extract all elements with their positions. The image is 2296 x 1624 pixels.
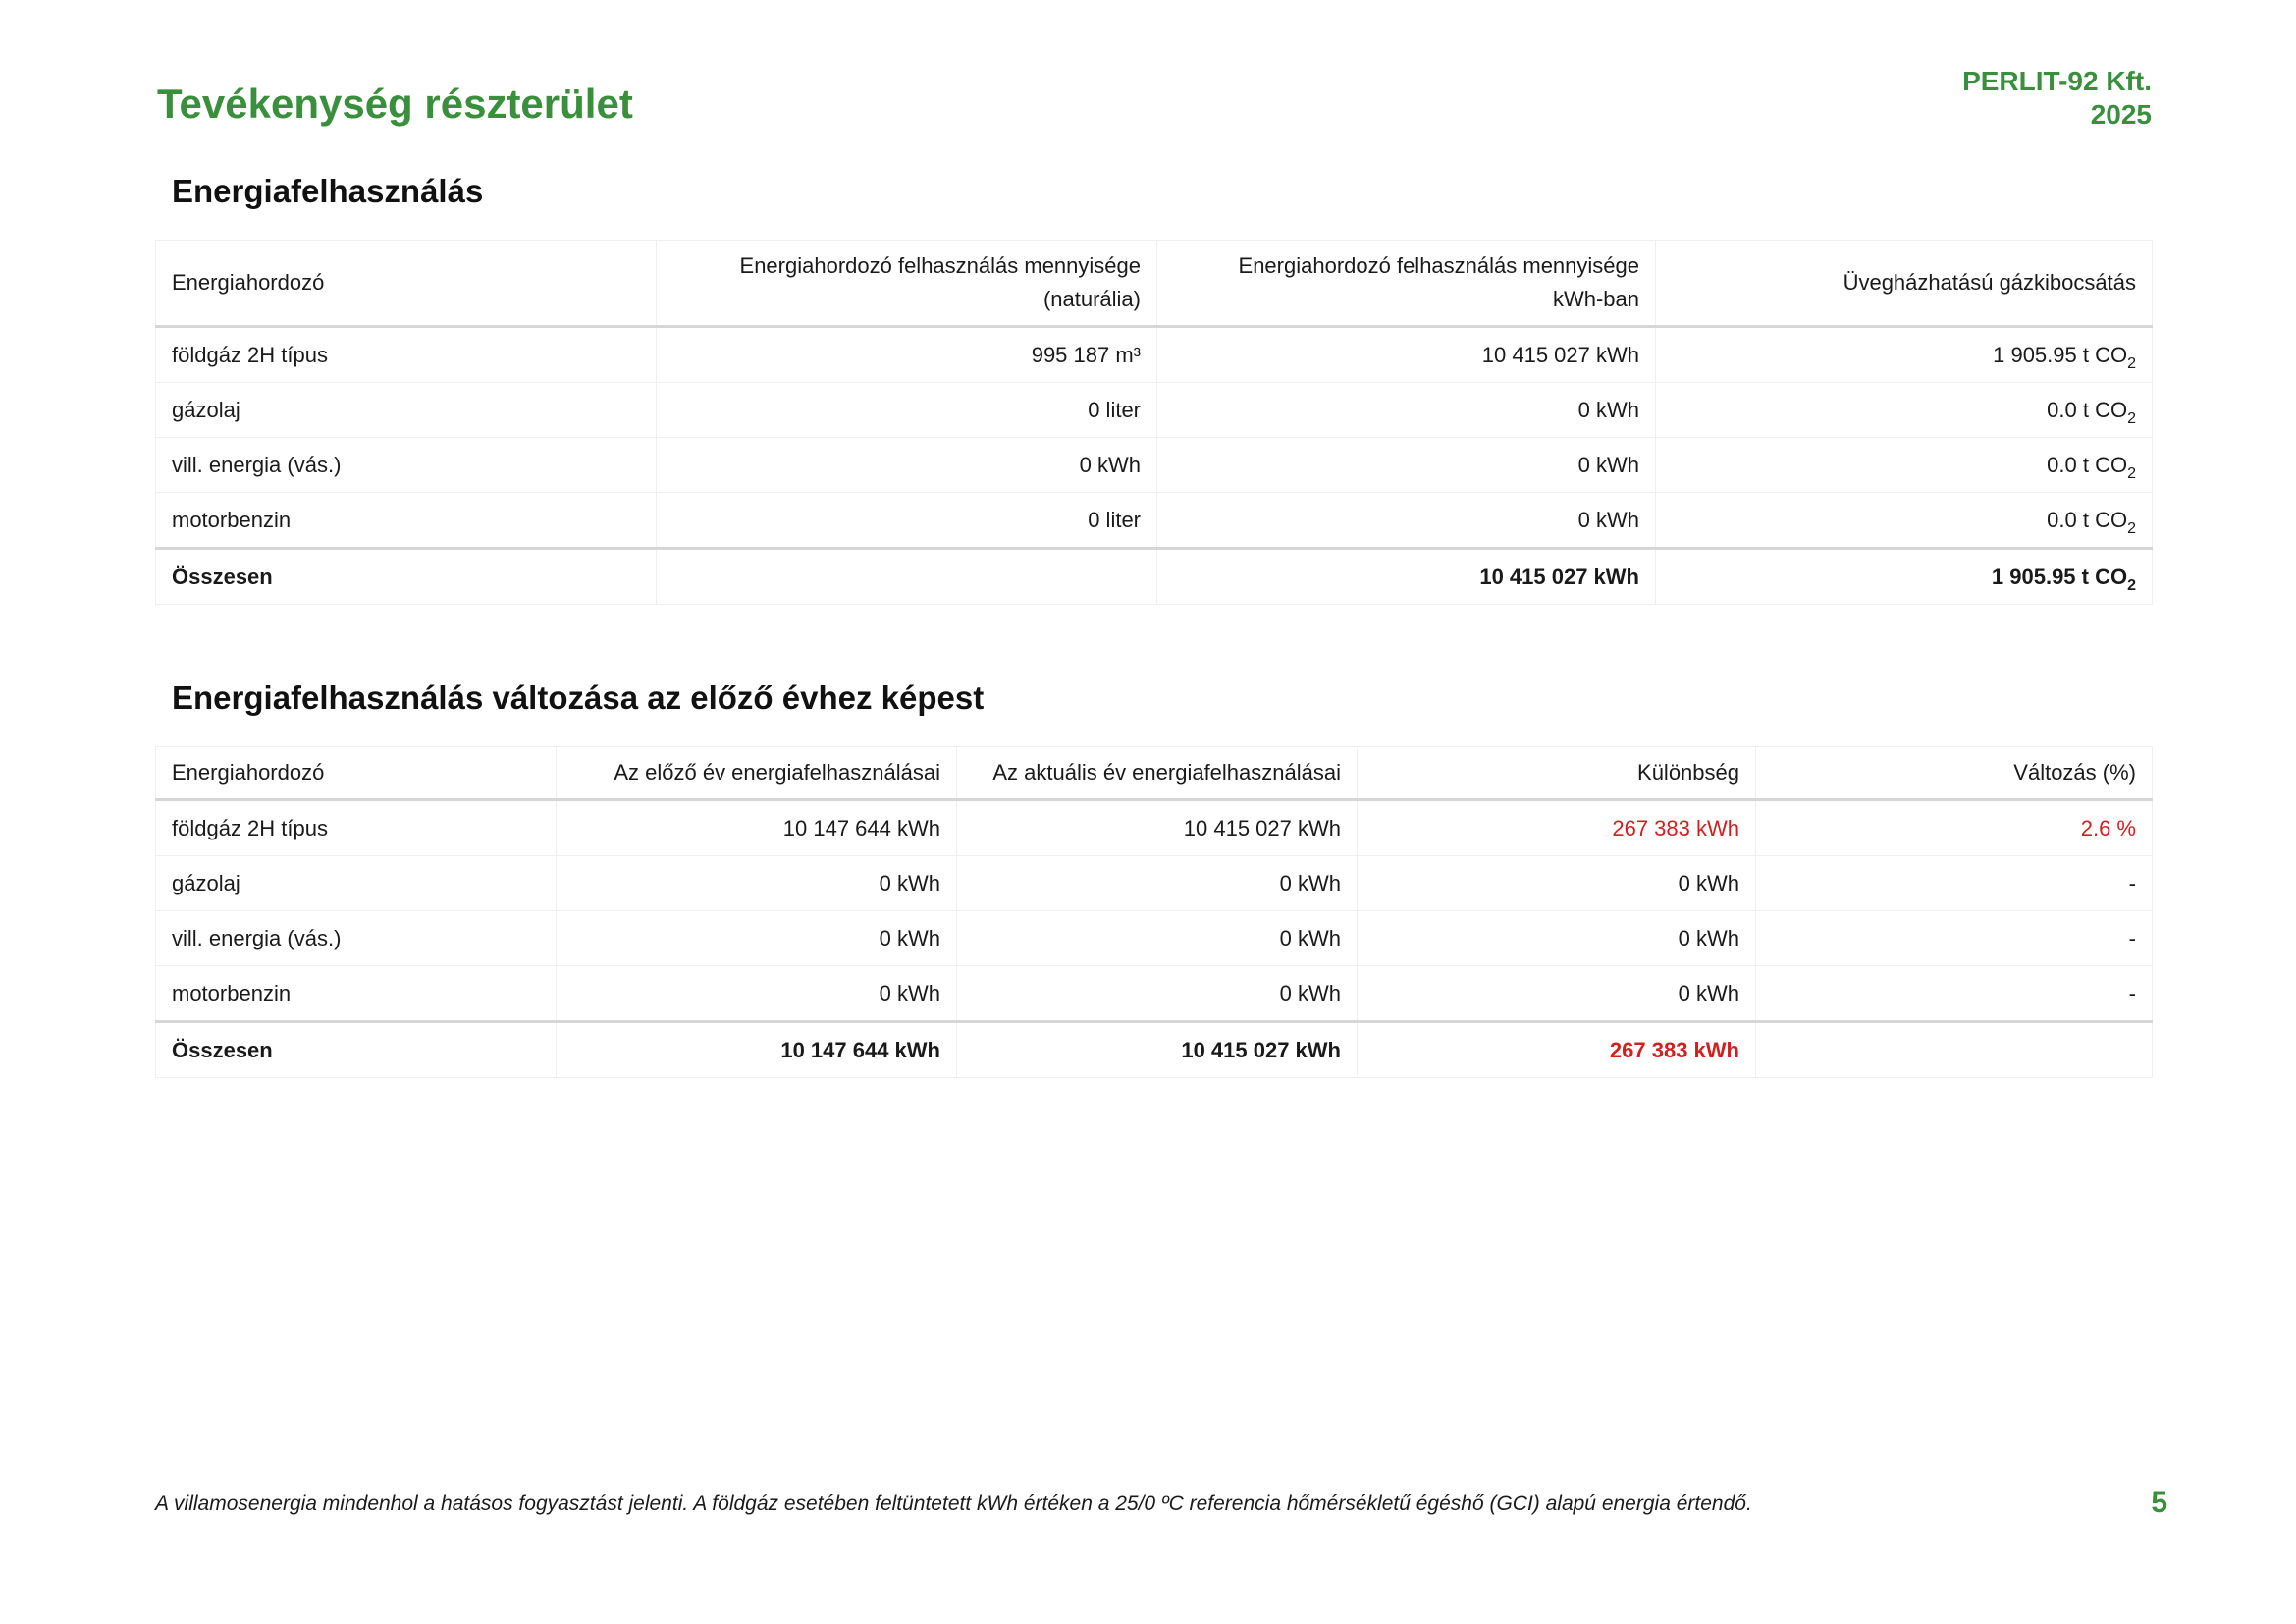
cell-ghg — [1656, 383, 2153, 438]
table-row — [156, 383, 2153, 438]
cell-change: - — [1756, 856, 2153, 911]
table-row — [156, 327, 2153, 383]
table-row — [156, 493, 2153, 549]
ghg-total-value: 1 905.95 t CO — [1991, 564, 2128, 589]
cell-difference: 0 kWh — [1358, 911, 1756, 966]
table-total-row — [156, 1022, 2153, 1078]
cell-total-previous: 10 147 644 kWh — [557, 1022, 957, 1078]
table-header-row — [156, 241, 2153, 327]
cell-total-kwh: 10 415 027 kWh — [1157, 549, 1656, 605]
table-row — [156, 911, 2153, 966]
col-header-previous: Az előző év energiafelhasználásai — [557, 747, 957, 800]
cell-kwh: 0 kWh — [1157, 438, 1656, 493]
cell-total-ghg — [1656, 549, 2153, 605]
col-header-difference: Különbség — [1358, 747, 1756, 800]
ghg-value: 0.0 t CO — [2047, 507, 2128, 532]
energy-change-table — [155, 746, 2153, 1078]
cell-carrier: gázolaj — [156, 383, 657, 438]
cell-change: 2.6 % — [1756, 800, 2153, 856]
col-header-current: Az aktuális év energiafelhasználásai — [957, 747, 1358, 800]
col-header-ghg: Üvegházhatású gázkibocsátás — [1656, 241, 2153, 327]
cell-total-difference: 267 383 kWh — [1358, 1022, 1756, 1078]
ghg-value: 0.0 t CO — [2047, 452, 2128, 477]
page-number: 5 — [2151, 1487, 2167, 1519]
cell-previous: 10 147 644 kWh — [557, 800, 957, 856]
table-header-row — [156, 747, 2153, 800]
cell-kwh: 0 kWh — [1157, 493, 1656, 549]
energy-use-title: Energiafelhasználás — [172, 173, 484, 209]
table-row — [156, 438, 2153, 493]
col-header-kwh — [1157, 241, 1656, 327]
cell-carrier: motorbenzin — [156, 493, 657, 549]
cell-total-label: Összesen — [156, 549, 657, 605]
page-title: Tevékenység részterület — [157, 81, 633, 127]
cell-ghg — [1656, 438, 2153, 493]
co2-subscript: 2 — [2127, 464, 2136, 482]
cell-carrier: motorbenzin — [156, 966, 557, 1022]
cell-kwh: 10 415 027 kWh — [1157, 327, 1656, 383]
cell-difference: 0 kWh — [1358, 856, 1756, 911]
cell-current: 0 kWh — [957, 966, 1358, 1022]
co2-subscript: 2 — [2127, 354, 2136, 372]
table-row — [156, 856, 2153, 911]
cell-previous: 0 kWh — [557, 911, 957, 966]
ghg-value: 0.0 t CO — [2047, 397, 2128, 422]
cell-carrier: vill. energia (vás.) — [156, 911, 557, 966]
footnote: A villamosenergia mindenhol a hatásos fogyasztást jelenti. A földgáz esetében feltüntetett kWh értéken a 25/0 ºC referencia hőmérsékletű égéshő (GCI) alapú energia értendő. — [155, 1492, 1752, 1515]
table-row — [156, 800, 2153, 856]
cell-current: 0 kWh — [957, 856, 1358, 911]
col-header-kwh-line1: Energiahordozó felhasználás mennyisége — [1238, 253, 1639, 278]
co2-subscript: 2 — [2127, 576, 2136, 594]
cell-kwh: 0 kWh — [1157, 383, 1656, 438]
cell-total-current: 10 415 027 kWh — [957, 1022, 1358, 1078]
cell-previous: 0 kWh — [557, 856, 957, 911]
col-header-natural-line2: (naturália) — [1042, 287, 1141, 311]
cell-carrier: gázolaj — [156, 856, 557, 911]
cell-change: - — [1756, 911, 2153, 966]
cell-natural: 0 kWh — [657, 438, 1157, 493]
cell-carrier: vill. energia (vás.) — [156, 438, 657, 493]
cell-change: - — [1756, 966, 2153, 1022]
cell-difference: 267 383 kWh — [1358, 800, 1756, 856]
cell-total-natural — [657, 549, 1157, 605]
cell-total-change — [1756, 1022, 2153, 1078]
col-header-kwh-line2: kWh-ban — [1552, 287, 1639, 311]
cell-carrier: földgáz 2H típus — [156, 800, 557, 856]
table-row — [156, 966, 2153, 1022]
table-total-row — [156, 549, 2153, 605]
company-name: PERLIT-92 Kft. — [1962, 66, 2152, 96]
cell-current: 0 kWh — [957, 911, 1358, 966]
cell-carrier: földgáz 2H típus — [156, 327, 657, 383]
company-block — [1962, 65, 2152, 132]
cell-ghg — [1656, 493, 2153, 549]
co2-subscript: 2 — [2127, 519, 2136, 537]
col-header-natural — [657, 241, 1157, 327]
energy-change-title: Energiafelhasználás változása az előző évhez képest — [172, 679, 985, 716]
ghg-value: 1 905.95 t CO — [1993, 342, 2128, 367]
report-year: 2025 — [2090, 99, 2152, 130]
cell-ghg — [1656, 327, 2153, 383]
cell-previous: 0 kWh — [557, 966, 957, 1022]
cell-current: 10 415 027 kWh — [957, 800, 1358, 856]
cell-total-label: Összesen — [156, 1022, 557, 1078]
col-header-carrier: Energiahordozó — [156, 747, 557, 800]
cell-difference: 0 kWh — [1358, 966, 1756, 1022]
col-header-natural-line1: Energiahordozó felhasználás mennyisége — [739, 253, 1141, 278]
cell-natural: 995 187 m³ — [657, 327, 1157, 383]
cell-natural: 0 liter — [657, 383, 1157, 438]
co2-subscript: 2 — [2127, 409, 2136, 427]
col-header-change: Változás (%) — [1756, 747, 2153, 800]
cell-natural: 0 liter — [657, 493, 1157, 549]
energy-use-table — [155, 240, 2153, 605]
col-header-carrier: Energiahordozó — [156, 241, 657, 327]
